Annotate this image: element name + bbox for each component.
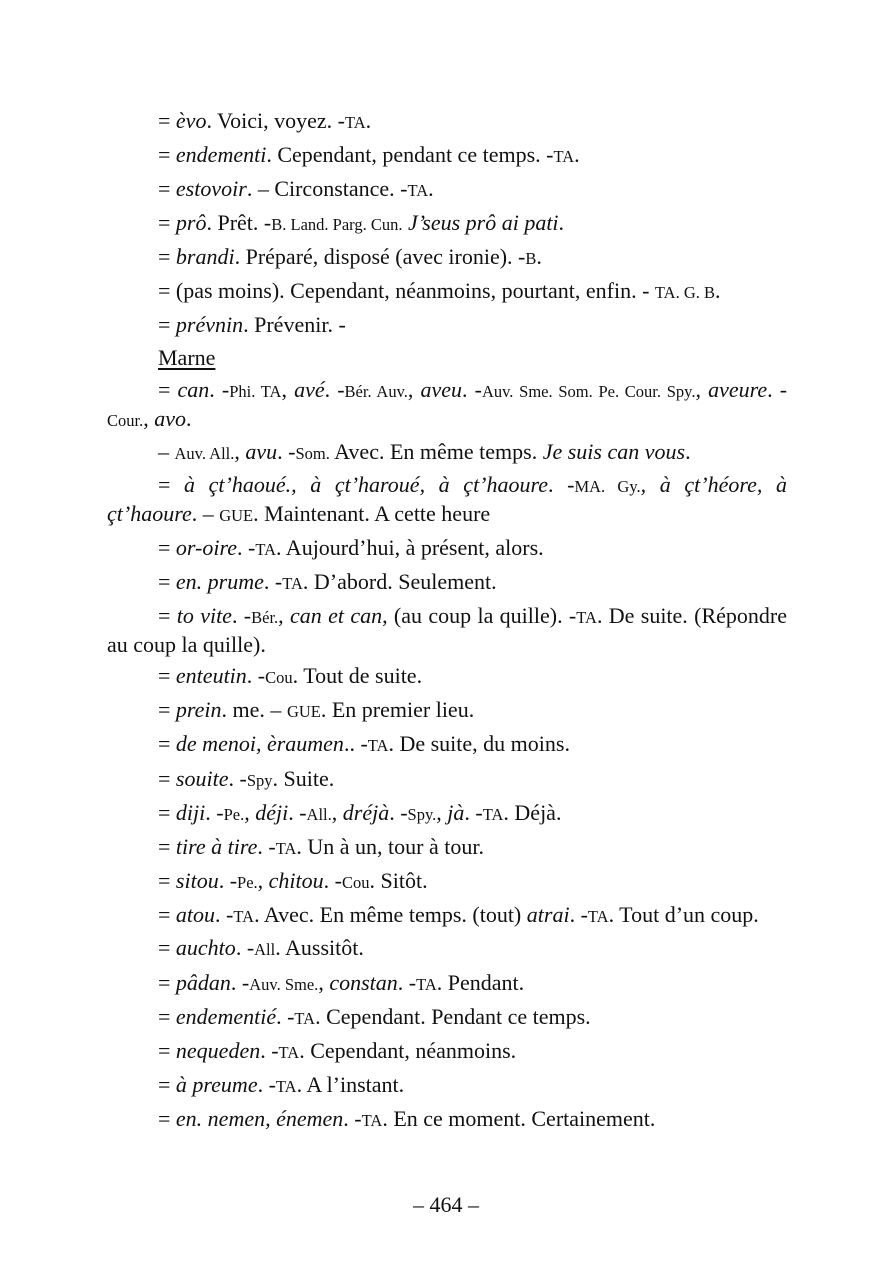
definition-text: . -: [260, 1037, 279, 1063]
definition-text: ,: [331, 799, 343, 825]
definition-text: . Pendant.: [436, 969, 525, 995]
source-abbreviation: B: [525, 249, 537, 269]
definition-text: =: [158, 799, 176, 825]
source-abbreviation: TA: [282, 573, 303, 593]
definition-text: =: [158, 868, 176, 894]
definition-text: .: [558, 210, 565, 236]
source-abbreviation: Auv. Sme.: [249, 974, 319, 994]
definition-text: ,: [281, 377, 295, 403]
definition-text: ,: [143, 406, 155, 432]
source-abbreviation: TA: [275, 1077, 297, 1097]
definition-text: .: [685, 439, 691, 465]
source-abbreviation: TA: [587, 906, 609, 926]
source-abbreviation: TA: [361, 1111, 383, 1131]
source-abbreviation: Auv. All.: [174, 444, 235, 464]
source-abbreviation: TA: [233, 906, 255, 926]
dialect-term: à preume: [175, 1072, 258, 1098]
definition-text: =: [158, 935, 176, 961]
dialect-term: souite: [175, 765, 229, 791]
glossary-entry: [107, 728, 787, 762]
glossary-entry: [107, 660, 787, 694]
source-abbreviation: TA: [344, 112, 366, 132]
definition-text: . -: [230, 969, 250, 995]
definition-text: . Maintenant. A cette heure: [253, 501, 491, 527]
dialect-term: sitou: [175, 868, 219, 894]
glossary-entry: [107, 275, 787, 308]
definition-text: . -: [235, 935, 255, 961]
definition-text: ,: [257, 868, 269, 894]
source-abbreviation: All.: [306, 804, 332, 824]
source-abbreviation: TA. G. B: [654, 282, 716, 302]
glossary-entry: [107, 1034, 787, 1068]
dialect-term: endementi: [175, 141, 267, 167]
definition-text: , (au coup la quille). -: [382, 602, 577, 628]
definition-text: =: [158, 663, 176, 689]
glossary-entry: [107, 308, 787, 340]
definition-text: =: [158, 1106, 176, 1132]
dialect-term: to vite: [176, 602, 232, 628]
definition-text: . Un à un, tour à tour.: [296, 834, 484, 860]
definition-text: =: [158, 697, 176, 723]
definition-text: . Cependant. Pendant ce temps.: [315, 1003, 591, 1029]
source-abbreviation: Spy.: [407, 804, 437, 824]
dialect-term: de menoi, èraumen: [175, 731, 344, 757]
glossary-entry: [107, 796, 787, 830]
definition-text: ,: [436, 799, 448, 825]
source-abbreviation: Pe.: [237, 873, 258, 893]
dialect-term: déji: [255, 799, 289, 825]
definition-text: Avec. En même temps.: [329, 439, 543, 465]
definition-text: ,: [318, 969, 330, 995]
dialect-term: pâdan: [175, 969, 231, 995]
dialect-term: en. nemen, énemen: [175, 1106, 344, 1132]
definition-text: . -: [464, 799, 483, 825]
glossary-entry: [107, 172, 787, 206]
source-abbreviation: Cou: [342, 873, 370, 893]
definition-text: . -: [215, 901, 234, 927]
definition-text: =: [158, 472, 185, 498]
definition-text: ,: [244, 799, 256, 825]
glossary-entry: [107, 1103, 787, 1137]
definition-text: .: [715, 277, 721, 303]
source-abbreviation: Spy: [246, 770, 273, 790]
definition-text: . Suite.: [272, 765, 335, 791]
definition-text: . -: [246, 663, 266, 689]
glossary-entry: [107, 104, 787, 138]
source-abbreviation: TA: [416, 974, 437, 994]
definition-text: . Cependant, néanmoins.: [299, 1037, 517, 1063]
glossary-entry: [107, 899, 787, 932]
source-abbreviation: TA: [275, 839, 297, 859]
definition-text: . -: [263, 568, 283, 594]
source-abbreviation: GUE: [286, 702, 321, 722]
dialect-term: nequeden: [175, 1037, 261, 1063]
definition-text: . En premier lieu.: [320, 697, 475, 723]
definition-text: =: [158, 602, 177, 628]
source-abbreviation: All: [254, 940, 276, 960]
definition-text: . D’abord. Seulement.: [302, 568, 497, 594]
definition-text: .: [536, 244, 542, 270]
glossary-entry: [107, 469, 787, 531]
definition-text: . -: [277, 439, 296, 465]
definition-text: .: [574, 141, 580, 167]
source-abbreviation: TA: [482, 804, 504, 824]
glossary-entry: [107, 436, 787, 469]
definition-text: . -: [462, 377, 482, 403]
dialect-term: dréjà: [342, 799, 390, 825]
glossary-entry: [107, 531, 787, 565]
definition-text: =: [158, 534, 176, 560]
definition-text: . -: [205, 799, 224, 825]
glossary-entry: [107, 694, 787, 728]
definition-text: . -: [389, 799, 408, 825]
definition-text: . Prêt. -: [206, 210, 272, 236]
dialect-term: à çt’haoué., à çt’haroué, à çt’haoure: [184, 472, 549, 498]
definition-text: . Tout d’un coup.: [608, 901, 759, 927]
glossary-entry: [107, 374, 787, 436]
glossary-entry: [107, 138, 787, 172]
dialect-term: aveu: [420, 377, 463, 403]
source-abbreviation: Phi. TA: [229, 382, 282, 402]
dialect-term: brandi: [175, 244, 235, 270]
glossary-entry: [107, 600, 787, 660]
source-abbreviation: TA: [576, 607, 597, 627]
definition-text: ,: [278, 602, 291, 628]
definition-text: . me. –: [221, 697, 287, 723]
definition-text: . Préparé, disposé (avec ironie). -: [234, 244, 526, 270]
definition-text: =: [158, 377, 178, 403]
dialect-term: chitou: [268, 868, 324, 894]
dialect-term: avu: [245, 439, 278, 465]
glossary-entry: [107, 1000, 787, 1034]
definition-text: . -: [228, 765, 247, 791]
definition-text: . Sitôt.: [369, 868, 428, 894]
source-abbreviation: TA: [367, 736, 389, 756]
definition-text: =: [158, 210, 176, 236]
definition-text: =: [158, 107, 176, 133]
glossary-entry: [107, 762, 787, 796]
definition-text: . A l’instant.: [296, 1072, 405, 1098]
definition-text: =: [158, 834, 176, 860]
definition-text: =: [158, 1003, 176, 1029]
source-abbreviation: TA: [553, 146, 575, 166]
definition-text: =: [158, 1037, 176, 1063]
glossary-entry: [107, 207, 787, 241]
definition-text: . -: [237, 534, 256, 560]
definition-text: . Prévenir. -: [243, 311, 346, 337]
definition-text: . -: [209, 377, 230, 403]
glossary-entry: [107, 1069, 787, 1103]
definition-text: ,: [407, 377, 421, 403]
glossary-entry: [107, 830, 787, 864]
dialect-term: avé: [294, 377, 325, 403]
dialect-term: can: [177, 377, 210, 403]
definition-text: . Tout de suite.: [292, 663, 423, 689]
definition-text: . -: [323, 868, 342, 894]
region-name: Marne: [158, 345, 216, 371]
source-abbreviation: TA: [407, 180, 429, 200]
source-abbreviation: Auv. Sme. Som. Pe. Cour. Spy.: [481, 382, 696, 402]
definition-text: =: [158, 141, 176, 167]
definition-text: . -: [257, 1072, 276, 1098]
definition-text: =: [158, 568, 176, 594]
definition-text: . De suite. (Répondre au coup la quille).: [107, 602, 787, 657]
region-heading: [107, 340, 787, 374]
definition-text: =: [158, 244, 176, 270]
definition-text: =: [158, 175, 176, 201]
definition-text: . -: [218, 868, 238, 894]
definition-text: =: [158, 311, 176, 337]
glossary-entry: [107, 241, 787, 275]
dialect-term: , à çt’héore, à çt’haoure: [107, 472, 787, 527]
definition-text: . -: [231, 602, 252, 628]
dialect-term: èvo: [175, 107, 207, 133]
definition-text: .. -: [343, 731, 368, 757]
definition-text: . Voici, voyez. -: [206, 107, 345, 133]
dialect-term: auchto: [175, 935, 236, 961]
source-abbreviation: TA: [278, 1042, 300, 1062]
dialect-term: atrai: [526, 901, 570, 927]
definition-text: . -: [548, 472, 575, 498]
definition-text: =: [158, 901, 176, 927]
source-abbreviation: TA: [294, 1008, 316, 1028]
definition-text: .: [365, 107, 372, 133]
dialect-term: Je suis can vous: [542, 439, 686, 465]
glossary-entry: [107, 565, 787, 599]
definition-text: . –: [191, 501, 220, 527]
source-abbreviation: GUE: [219, 506, 254, 526]
glossary-entry: [107, 932, 787, 966]
dialect-term: J’seus prô ai pati: [408, 210, 559, 236]
definition-text: . -: [288, 799, 307, 825]
dialect-term: constan: [329, 969, 398, 995]
source-abbreviation: Bér.: [251, 607, 279, 627]
dialect-term: can et can: [290, 602, 383, 628]
definition-text: . De suite, du moins.: [388, 731, 570, 757]
dialect-term: tire à tire: [175, 834, 258, 860]
definition-text: . Cependant, pendant ce temps. -: [266, 141, 554, 167]
definition-text: .: [428, 175, 434, 201]
definition-text: =: [158, 969, 176, 995]
source-abbreviation: B. Land. Parg. Cun.: [271, 215, 403, 235]
definition-text: . Aujourd’hui, à présent, alors.: [276, 534, 544, 560]
source-abbreviation: TA: [255, 539, 277, 559]
glossary-entry: [107, 865, 787, 899]
definition-text: . -: [276, 1003, 295, 1029]
source-abbreviation: Som.: [295, 444, 330, 464]
definition-text: . -: [343, 1106, 362, 1132]
definition-text: . -: [324, 377, 345, 403]
dialect-term: aveure: [708, 377, 768, 403]
definition-text: ,: [695, 377, 709, 403]
glossary-entry: [107, 966, 787, 1000]
page-number: – 464 –: [413, 1192, 479, 1217]
definition-text: . Aussitôt.: [275, 935, 364, 961]
definition-text: =: [158, 731, 176, 757]
source-abbreviation: MA. Gy.: [574, 477, 641, 497]
definition-text: = (pas moins). Cependant, néanmoins, pourtant, enfin. -: [158, 277, 655, 303]
source-abbreviation: Cour.: [107, 411, 144, 431]
definition-text: . -: [397, 969, 417, 995]
definition-text: =: [158, 765, 176, 791]
dialect-term: or-oire: [175, 534, 237, 560]
dialect-term: atou: [175, 901, 216, 927]
definition-text: . -: [569, 901, 588, 927]
definition-text: ,: [234, 439, 246, 465]
dialect-term: en. prume: [175, 568, 264, 594]
dialect-term: prô: [175, 210, 207, 236]
dialect-term: prévnin: [175, 311, 244, 337]
definition-text: . Avec. En même temps. (tout): [254, 901, 527, 927]
document-body: [107, 104, 787, 1137]
definition-text: . -: [257, 834, 276, 860]
definition-text: . Déjà.: [503, 799, 562, 825]
dialect-term: enteutin: [175, 663, 247, 689]
source-abbreviation: Pe.: [223, 804, 245, 824]
definition-text: . En ce moment. Certainement.: [382, 1106, 656, 1132]
dialect-term: jà: [447, 799, 465, 825]
dialect-term: avo: [154, 406, 186, 432]
definition-text: . -: [767, 377, 788, 403]
definition-text: =: [158, 1072, 176, 1098]
dialect-term: endementié: [175, 1003, 277, 1029]
source-abbreviation: Bér. Auv.: [344, 382, 408, 402]
definition-text: .: [185, 406, 192, 432]
source-abbreviation: Cou: [265, 668, 293, 688]
definition-text: . – Circonstance. -: [246, 175, 408, 201]
dialect-term: estovoir: [175, 175, 247, 201]
dialect-term: prein: [175, 697, 222, 723]
definition-text: –: [158, 439, 175, 465]
dialect-term: diji: [175, 799, 206, 825]
